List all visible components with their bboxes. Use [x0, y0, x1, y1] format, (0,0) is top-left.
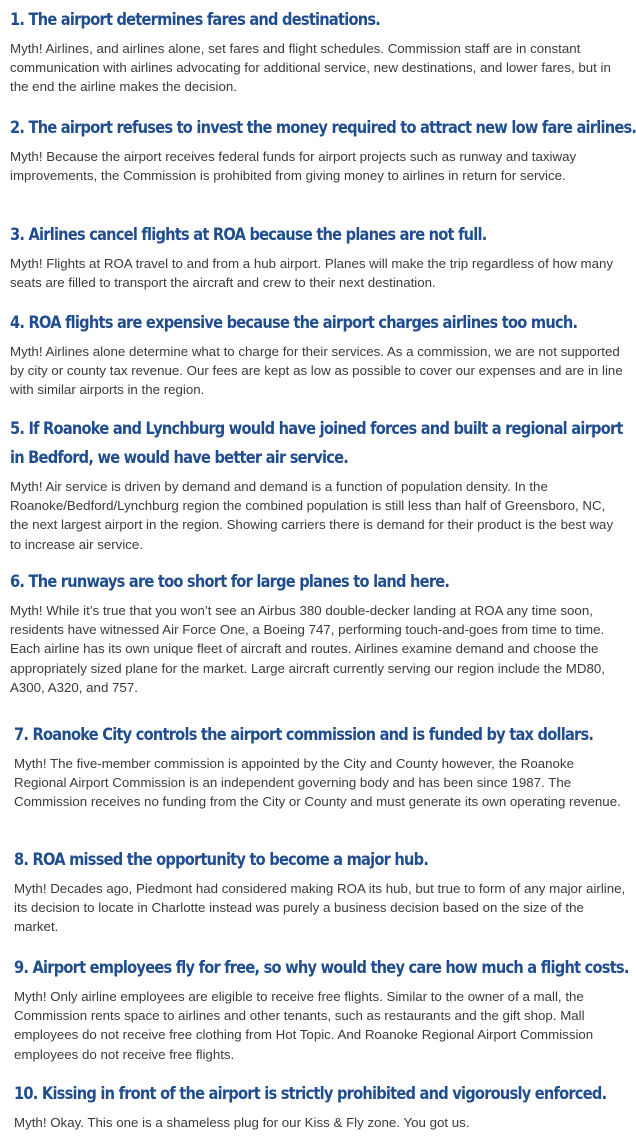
myth-body: Myth! Decades ago, Piedmont had considered making ROA its hub, but true to form of any major airline, its decision to locate in Charlotte instead was purely a business decision based on the size of the market. — [14, 881, 626, 935]
myth-title: 7. Roanoke City controls the airport commission and is funded by tax dollars. — [14, 725, 594, 745]
myth-body: Myth! While it’s true that you won’t see an Airbus 380 double-decker landing at ROA any time soon, residents have witnessed Air Force One, a Boeing 747, performing touch-and-goes from time to time. Each airline has its own unique fleet of aircraft and routes. Airlines examine demand and choose the appropriately sized plane for the market. Large aircraft currently serving our region include the MD80, A300, A320, and 757. — [10, 603, 605, 695]
myth-title: 10. Kissing in front of the airport is strictly prohibited and vigorously enforced. — [14, 1084, 607, 1104]
myth-body: Myth! Airlines alone determine what to charge for their services. As a commission, we are not supported by city or county tax revenue. Our fees are kept as low as possible to cover our expenses and are in line with similar airports in the region. — [10, 344, 623, 398]
myth-item-5 — [10, 415, 624, 554]
myth-body: Myth! Because the airport receives federal funds for airport projects such as runway and taxiway improvements, the Commission is prohibited from giving money to airlines in return for service. — [10, 149, 577, 184]
myth-item-9 — [14, 954, 629, 1064]
myth-body: Myth! Flights at ROA travel to and from a hub airport. Planes will make the trip regardless of how many seats are filled to transport the aircraft and crew to their next destination. — [10, 256, 614, 291]
myth-title: 3. Airlines cancel flights at ROA because the planes are not full. — [10, 225, 487, 245]
myth-title: 1. The airport determines fares and destinations. — [10, 10, 381, 30]
myth-body: Myth! Air service is driven by demand and demand is a function of population density. In the Roanoke/Bedford/Lynchburg region the combined population is still less than half of Greensboro, NC, the next largest airport in the region. Showing carriers there is demand for their product is the best way to increase air service. — [10, 479, 614, 552]
myth-item-6 — [10, 568, 624, 697]
myth-item-10 — [14, 1080, 626, 1132]
myth-title: 4. ROA flights are expensive because the airport charges airlines too much. — [10, 313, 578, 333]
myth-title: 2. The airport refuses to invest the money required to attract new low fare airlines. — [10, 118, 636, 138]
myth-title: 5. If Roanoke and Lynchburg would have joined forces and built a regional airport in Bedford, we would have better air service. — [10, 419, 623, 468]
myth-title: 8. ROA missed the opportunity to become a major hub. — [14, 850, 429, 870]
myth-body: Myth! The five-member commission is appointed by the City and County however, the Roanoke Regional Airport Commission is an independent governing body and has been since 1987. The Commission receives no funding from the City or County and must generate its own operating revenue. — [14, 756, 621, 810]
myth-item-8 — [14, 846, 626, 937]
myth-item-4 — [10, 309, 624, 400]
myth-item-3 — [10, 221, 624, 292]
myth-item-1 — [10, 6, 624, 97]
myth-item-2 — [10, 114, 636, 185]
myth-title: 6. The runways are too short for large planes to land here. — [10, 572, 450, 592]
myth-item-7 — [14, 721, 626, 812]
myth-body: Myth! Only airline employees are eligible to receive free flights. Similar to the owner of a mall, the Commission rents space to airlines and other tenants, such as restaurants and the gift shop. Mall employees do not receive free clothing from Hot Topic. And Roanoke Regional Airport Commission employees do not receive free flights. — [14, 989, 594, 1062]
myth-body: Myth! Okay. This one is a shameless plug for our Kiss & Fly zone. You got us. — [14, 1115, 470, 1130]
myth-body: Myth! Airlines, and airlines alone, set fares and flight schedules. Commission staff are in constant communication with airlines advocating for additional service, new destinations, and lower fares, but in the end the airline makes the decision. — [10, 41, 611, 95]
myth-title: 9. Airport employees fly for free, so why would they care how much a flight costs. — [14, 958, 629, 978]
